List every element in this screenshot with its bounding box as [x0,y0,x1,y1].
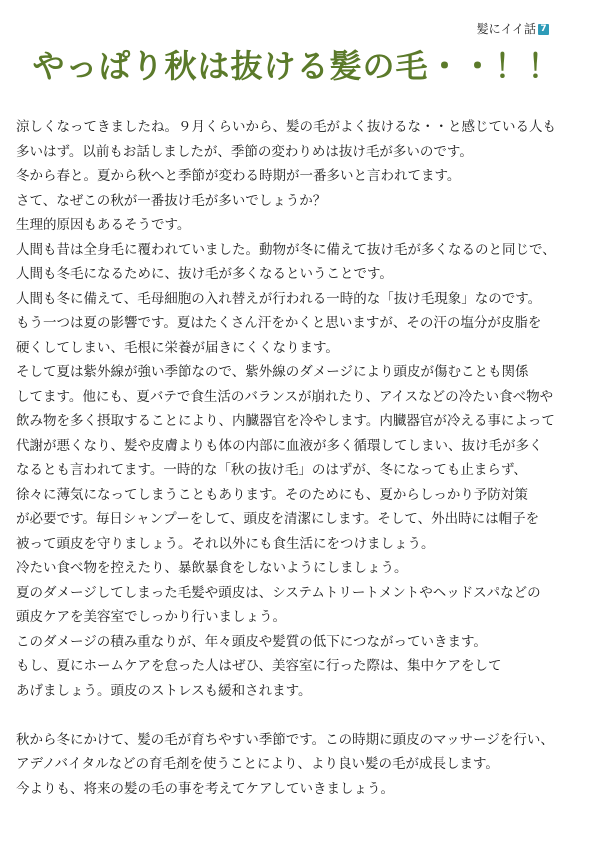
text-line: 人間も冬毛になるために、抜け毛が多くなるということです。 [16,266,393,282]
text-line: もう一つは夏の影響です。夏はたくさん汗をかくと思いますが、その汗の塩分が皮脂を [16,315,542,331]
text-line: 硬くしてしまい、毛根に栄養が届きにくくなります。 [16,339,339,356]
paragraph-1 [16,115,590,703]
article-body [16,115,590,801]
text-line: してます。他にも、夏バテで食生活のバランスが崩れたり、アイスなどの冷たい食べ物や [16,388,554,405]
text-line: 生理的原因もあるそうです。 [16,217,191,233]
text-line: 多いはず。以前もお話しましたが、季節の変わりめは抜け毛が多いのです。 [16,143,473,160]
text-line: さて、なぜこの秋が一番抜け毛が多いでしょうか？ [16,192,327,209]
text-line: 秋から冬にかけて、髪の毛が育ちやすい季節です。この時期に頭皮のマッサージを行い、 [16,731,554,748]
text-line: もし、夏にホームケアを怠った人はぜひ、美容室に行った際は、集中ケアをして [16,658,502,674]
text-line: 飲み物を多く摂取することにより、内臓器官を冷やします。内臓器官が冷える事によって [16,413,555,429]
text-line: 被って頭皮を守りましょう。それ以外にも食生活にをつけましょう。 [16,535,435,552]
series-tag [477,22,549,36]
text-line: あげましょう。頭皮のストレスも緩和されます。 [16,682,312,699]
text-line: 今よりも、将来の髪の毛の事を考えてケアしていきましょう。 [16,780,394,797]
text-line: なるとも言われてます。一時的な「秋の抜け毛」のはずが、冬になっても止まらず、 [16,462,527,478]
text-line: 冷たい食べ物を控えたり、暴飲暴食をしないようにしましょう。 [16,560,408,576]
text-line: 夏のダメージしてしまった毛髪や頭皮は、システムトリートメントやヘッドスパなどの [16,584,541,601]
article-title: やっぱり秋は抜ける髪の毛・・！！ [32,47,561,85]
text-line: 涼しくなってきましたね。９月くらいから、髪の毛がよく抜けるな・・と感じている人も [16,119,556,135]
text-line: 徐々に薄気になってしまうこともあります。そのためにも、夏からしっかり予防対策 [16,486,528,503]
text-line: が必要です。毎日シャンプーをして、頭皮を清潔にします。そして、外出時には帽子を [16,511,540,527]
series-label: 髪にイイ話 [476,22,536,36]
text-line: そして夏は紫外線が強い季節なので、紫外線のダメージにより頭皮が傷むことも関係 [16,364,529,380]
text-line: アデノバイタルなどの育毛剤を使うことにより、より良い髪の毛が成長します。 [16,756,499,772]
paragraph-2 [16,728,590,802]
series-number-badge: 7 [538,24,549,35]
text-line: 冬から春と。夏から秋へと季節が変わる時期が一番多いと言われてます。 [16,168,461,184]
text-line: 人間も昔は全身毛に覆われていました。動物が冬に備えて抜け毛が多くなるのと同じで、 [16,241,556,258]
paragraph-spacer [16,703,590,728]
text-line: このダメージの積み重なりが、年々頭皮や髪質の低下につながっていきます。 [16,633,487,650]
text-line: 代謝が悪くなり、髪や皮膚よりも体の内部に血液が多く循環してしまい、抜け毛が多く [16,437,543,454]
text-line: 頭皮ケアを美容室でしっかり行いましょう。 [16,609,286,625]
text-line: 人間も冬に備えて、毛母細胞の入れ替えが行われる一時的な「抜け毛現象」なのです。 [16,290,542,307]
